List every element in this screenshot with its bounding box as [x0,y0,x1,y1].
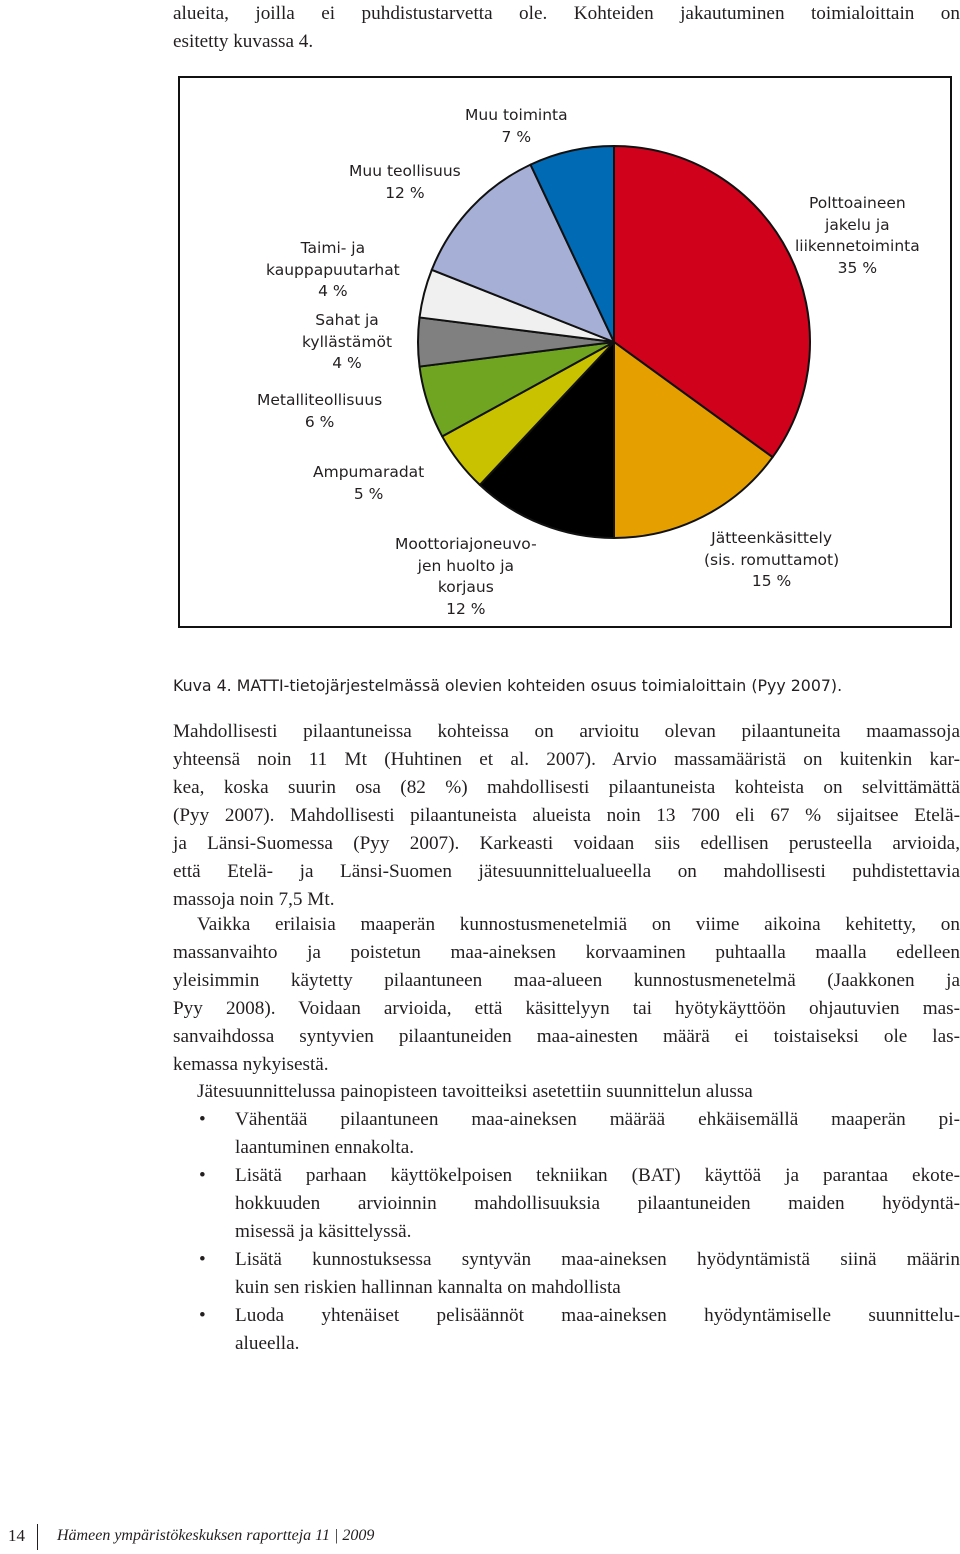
text-line: massoja noin 7,5 Mt. [173,889,335,910]
footer-divider [37,1524,38,1550]
text-line: yleisimmin käytetty pilaantuneen maa-alueen kunnostusmenetelmä (Jaakkonen ja [173,970,960,991]
text-line: alueita, joilla ei puhdistustarvetta ole. Kohteiden jakautuminen toimialoittain on [173,3,960,24]
bullet-icon: • [199,1249,206,1270]
paragraph-1 [173,718,960,914]
bullet-list [173,1106,960,1358]
paragraph-2 [173,911,960,1079]
slice-label-muu-teollisuus: Muu teollisuus 12 % [349,162,461,202]
text-line: yhteensä noin 11 Mt (Huhtinen et al. 2007). Arvio massamääristä on kuitenkin kar- [173,749,960,770]
text-line: sanvaihdossa syntyvien pilaantuneiden maa-ainesten määrä ei toistaiseksi ole las- [173,1026,960,1047]
text-line: Pyy 2008). Voidaan arvioida, että käsittelyyn tai hyötykäyttöön ohjautuvien mas- [173,998,960,1019]
bullet-icon: • [199,1165,206,1186]
slice-label-ampumaradat: Ampumaradat 5 % [313,463,425,503]
text-line: Jätesuunnittelussa painopisteen tavoitteiksi asetettiin suunnittelun alussa [197,1081,753,1102]
text-line: ja Länsi-Suomessa (Pyy 2007). Karkeasti voidaan siis edellisen perusteella arvioida, [173,833,960,854]
list-item: • Vähentää pilaantuneen maa-aineksen määrää ehkäisemällä maaperän pi- laantuminen ennakolta. [173,1106,960,1162]
pie-chart-figure [178,76,952,628]
intro-paragraph [173,0,960,56]
text-line: (Pyy 2007). Mahdollisesti pilaantuneista alueista noin 13 700 eli 67 % sijaitsee Etelä- [173,805,960,826]
slice-label-sahat-kyllastamot: Sahat ja kyllästämöt 4 % [302,311,393,372]
list-item: • Lisätä parhaan käyttökelpoisen tekniikan (BAT) käyttöä ja parantaa ekote- hokkuuden arvioinnin mahdollisuuksia pilaantuneiden maiden hyödyntä- misessä ja käsittelyssä. [173,1162,960,1246]
slice-label-muu-toiminta: Muu toiminta 7 % [465,106,568,146]
text-line: massanvaihto ja poistetun maa-aineksen korvaaminen puhtaalla maalla edelleen [173,942,960,963]
page-number: 14 [8,1526,25,1545]
text-line: Mahdollisesti pilaantuneissa kohteissa on arvioitu olevan pilaantuneita maamassoja [173,721,960,742]
slice-label-metalliteollisuus: Metalliteollisuus 6 % [257,391,383,431]
text-line: kea, koska suurin osa (82 %) mahdollisesti pilaantuneista kohteista on selvittämättä [173,777,960,798]
slice-label-jatteenkasittely: Jätteenkäsittely (sis. romuttamot) 15 % [704,529,840,590]
list-item: • Luoda yhtenäiset pelisäännöt maa-aineksen hyödyntämiselle suunnittelu- alueella. [173,1302,960,1358]
text-line: kemassa nykyisestä. [173,1054,329,1075]
publication-series: Hämeen ympäristökeskuksen raportteja 11 | 2009 [57,1527,375,1544]
text-line: Vaikka erilaisia maaperän kunnostusmenetelmiä on viime aikoina kehitetty, on [197,914,960,935]
text-line: että Etelä- ja Länsi-Suomen jätesuunnittelualueella on mahdollisesti puhdistettavia [173,861,960,882]
paragraph-3 [173,1078,960,1106]
slice-label-polttoaineen-jakelu: Polttoaineen jakelu ja liikennetoiminta 35 % [795,194,920,277]
figure-caption: Kuva 4. MATTI-tietojärjestelmässä olevien kohteiden osuus toimialoittain (Pyy 2007). [173,676,843,695]
page-footer [0,1526,960,1554]
bullet-icon: • [199,1109,206,1130]
text-line: esitetty kuvassa 4. [173,31,314,52]
slice-label-moottoriajoneuvot: Moottoriajoneuvo- jen huolto ja korjaus 12 % [395,535,537,618]
slice-label-taimi-kauppapuutarhat: Taimi- ja kauppapuutarhat 4 % [266,239,400,300]
list-item: • Lisätä kunnostuksessa syntyvän maa-aineksen hyödyntämistä siinä määrin kuin sen riskien hallinnan kannalta on mahdollista [173,1246,960,1302]
bullet-icon: • [199,1305,206,1326]
